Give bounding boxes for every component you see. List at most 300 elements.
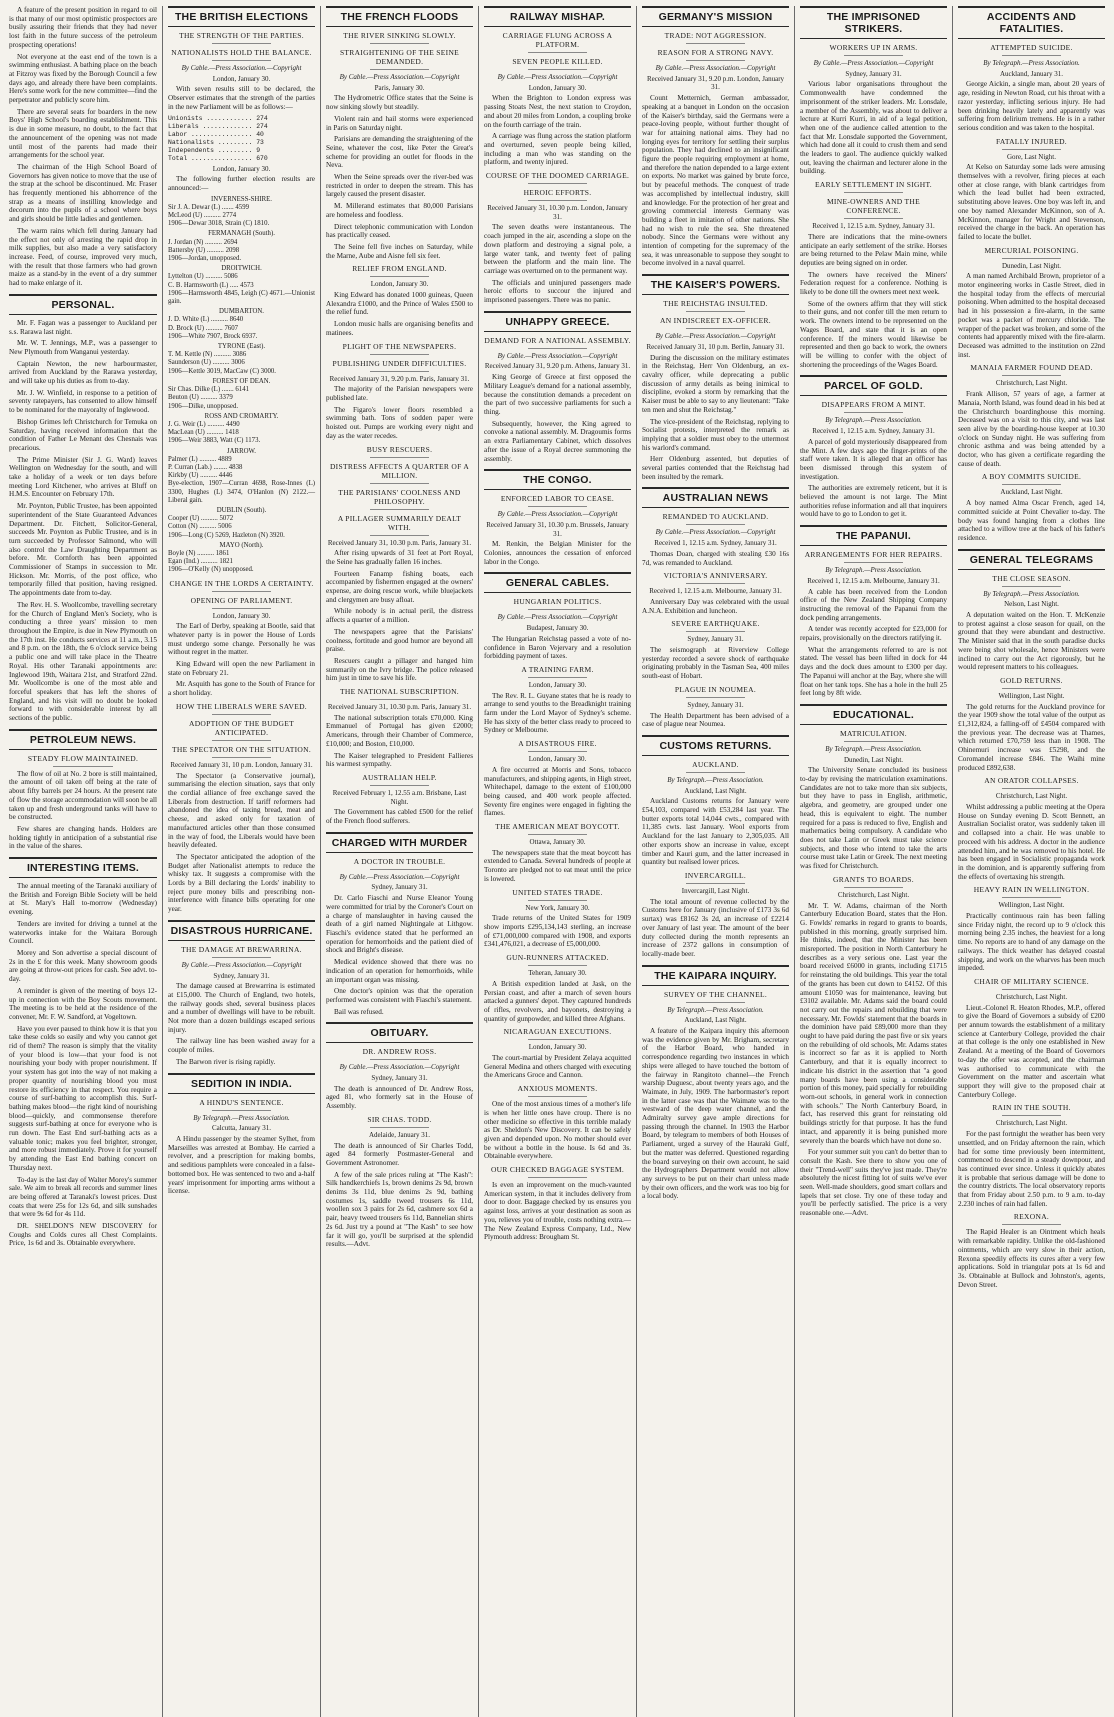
dateline: Received 1, 12.15 a.m. Sydney, January 31. [812, 427, 935, 436]
article-paragraph: Violent rain and hail storms were experienced in Paris on Saturday night. [326, 114, 473, 132]
result-line: T. M. Kettle (N) .......... 3086 [168, 351, 247, 359]
article-headline: OBITUARY. [326, 1022, 473, 1043]
divider [528, 965, 587, 966]
divider [844, 562, 903, 563]
article-paragraph: What the arrangements referred to are is not stated. The vessel has been lifted in dock for 44 days and the dock dues amount to £300 per day. The Papanui will anchor at the Bay, where she will float on her tank tops. She has a hole in the hull 25 feet long by 8ft wide. [800, 645, 947, 698]
article-paragraph: The Rev. H. S. Woollcombe, travelling secretary for the Church of England Men's Society, who is conducting a three years' mission to men throughout the Empire, is due in New Plymouth on the 17th inst. He conducts services at 11 a.m., 3.15 and 8 p.m. on the 18th, the 6 o'clock service being a public one and will take place in the Theatre Royal. His other Taranaki appointments are: Inglewood 19th, Waitara 21st, and Stratford 22nd. Mr. Woollcombe is one of the most able and forceful speakers that has left the shores of England, and his visit will no doubt be looked forward to with considerable interest by all sections of the public. [9, 600, 157, 723]
dateline: Received January 31, 10 p.m. Berlin, January 31. [646, 342, 785, 351]
article-headline: PARCEL OF GOLD. [800, 375, 947, 396]
divider [844, 412, 903, 413]
dateline: Paris, January 30. [374, 83, 425, 92]
article-paragraph: The following further election results are announced:— [168, 175, 315, 192]
article-headline: THE KAISER'S POWERS. [642, 274, 789, 295]
article-subheading: A BOY COMMITS SUICIDE. [981, 472, 1082, 482]
article-subheading: THE STRENGTH OF THE PARTIES. [179, 31, 304, 40]
wire-credit: By Telegraph.—Press Association. [667, 1005, 764, 1014]
dateline: Sydney, January 31. [845, 69, 902, 78]
column-4 [478, 6, 636, 1717]
article-paragraph: George Aickin, a single man, about 20 years of age, residing in Newton Road, cut his throat with a razor yesterday, inflicting serious injury. He had been drinking heavily lately and apparently was suffering from delirium tremens. He is in a rather serious condition and was taken to the hospital. [958, 80, 1105, 132]
article-paragraph: The vice-president of the Reichstag, replying to Socialist protests, interpreted the remark as implying that a soldier must obey to the uttermost his warlord's command. [642, 417, 789, 452]
divider [212, 757, 271, 758]
article-subheading: GOLD RETURNS. [1000, 675, 1063, 685]
article-subheading: RELIEF FROM ENGLAND. [352, 264, 447, 274]
article-subheading: ENFORCED LABOR TO CEASE. [500, 494, 615, 504]
article-headline: THE BRITISH ELECTIONS [168, 6, 315, 27]
article-paragraph: The Figaro's lower floors resembled a swimming bath. Tons of sodden paper were hoisted out. Pumps are working every night and day as the water recedes. [326, 405, 473, 440]
article-paragraph: The owners have received the Miners' Federation request for a conference. Nothing is likely to be done till the owners meet next week. [800, 270, 947, 297]
dateline: Received 1, 12.15 a.m. Sydney, January 31. [654, 539, 777, 548]
dateline: New York, January 30. [525, 903, 590, 912]
dateline: Sydney, January 31. [371, 883, 428, 892]
constituency-name: MAYO (North). [219, 541, 264, 549]
article-subheading: PLIGHT OF THE NEWSPAPERS. [342, 341, 457, 351]
divider [370, 869, 429, 870]
article-paragraph: The seismograph at Riverview College yesterday recorded a severe shock of earthquake originating probably in the Tasman Sea, 400 miles south-east of Hobart. [642, 646, 789, 681]
divider [212, 740, 271, 741]
divider [844, 55, 903, 56]
article-paragraph: Direct telephonic communication with London has practically ceased. [326, 222, 473, 240]
article-paragraph: The majority of the Parisian newspapers were published late. [326, 385, 473, 402]
result-line: C. B. Harmsworth (L) ..... 4573 [168, 281, 254, 289]
dateline: Christchurch, Last Night. [995, 792, 1068, 801]
article-subheading: INVERCARGILL. [684, 871, 747, 880]
divider [370, 785, 429, 786]
article-paragraph: While nobody is in actual peril, the distress affects a quarter of a million. [326, 607, 473, 625]
article-subheading: AUSTRALIAN HELP. [362, 772, 437, 782]
dateline: Sydney, January 31. [687, 700, 744, 709]
divider [1002, 989, 1061, 990]
wire-credit: By Cable.—Press Association.—Copyright [655, 528, 776, 537]
article-headline: EDUCATIONAL. [800, 704, 947, 725]
article-paragraph: Captain Newton, the new harbourmaster, arrived from Auckland by the Rarawa yesterday, and will take up his duties as from to-day. [9, 359, 157, 386]
result-line: Cooper (U) .......... 5072 [168, 515, 234, 523]
result-line: Lyttelton (U) .......... 5086 [168, 273, 238, 281]
article-paragraph: Morey and Son advertise a special discount of 2s in the £ for this week. Many showroom goods are going at throw-out prices for cash. See advt. to-day. [9, 948, 157, 984]
divider [528, 609, 587, 610]
wire-credit: By Telegraph.—Press Association. [193, 1113, 290, 1122]
article-subheading: WORKERS UP IN ARMS. [829, 43, 918, 52]
article-paragraph: King Edward has donated 1000 guineas, Queen Alexandra £1000, and the Prince of Wales £500 to the relief fund. [326, 291, 473, 317]
article-paragraph: There are several seats for boarders in the new Boys' High School's boarding establishment. This is due in some measure, no doubt, to the fact that the announcement of the opening was not made until most of the parents had made their arrangements for the school year. [9, 107, 157, 160]
result-line: P. Curran (Lab.) ........ 4838 [168, 463, 243, 471]
article-headline: GERMANY'S MISSION [642, 6, 789, 27]
divider [212, 608, 271, 609]
article-paragraph: Practically continuous rain has been falling since Friday night, the record up to 9 o'clock this morning being 2.35 inches, the heaviest for a long time. No reports are to hand of any damage on the railways. The thick weather has delayed coastal shipping, and work on the wharves has been much impeded. [958, 912, 1105, 973]
divider [1002, 258, 1061, 259]
article-subheading: NATIONALISTS HOLD THE BALANCE. [171, 48, 312, 57]
article-paragraph: Tenders are invited for driving a tunnel at the waterworks intake for the Waitara Borough Council. [9, 919, 157, 946]
wire-credit: By Cable.—Press Association.—Copyright [497, 510, 618, 519]
divider [686, 583, 745, 584]
article-paragraph: The Government has cabled £500 for the relief of the French flood sufferers. [326, 808, 473, 826]
article-paragraph: Trade returns of the United States for 1909 show imports £295,134,143 sterling, an increase of £71,000,000 compared with 1908, and exports £341,476,021, a decrease of £5,000,000. [484, 914, 631, 949]
result-line: Sir Chas. Dilke (L) ....... 6141 [168, 386, 249, 394]
divider [528, 751, 587, 752]
article-subheading: THE SPECTATOR ON THE SITUATION. [171, 744, 312, 754]
result-line: 1906—Dilke, unopposed. [168, 402, 239, 410]
article-paragraph: Mr. Poynton, Public Trustee, has been appointed superintendent of the State Guaranteed Advances Department. Dr. Fitchett, Solicitor-General, succeeds Mr. Poynton as Public Trustee, and is in turn succeeded by Professor Salmond, who will also control the Law Draughting Department as before. Mr. Cornforth has been appointed Commissioner of Stamps in succession to Mr. Hickson. Mr. Morris, of the post office, who temporarily filled that position, having resigned. The appointments date from to-day. [9, 502, 157, 598]
divider [370, 276, 429, 277]
article-paragraph: A parcel of gold mysteriously disappeared from the Mint. A few days ago the finger-prints of the staff were taken. It is alleged that an officer has been dismissed through this system of investigation. [800, 437, 947, 481]
result-line: 1906—Kettle 3019, MacCaw (C) 3000. [168, 367, 276, 375]
divider [370, 371, 429, 372]
wire-credit: By Telegraph.—Press Association. [825, 416, 922, 425]
result-line: Boyle (N) .......... 1861 [168, 549, 230, 557]
constituency-name: INVERNESS-SHIRE. [211, 195, 272, 203]
article-paragraph: Anniversary Day was celebrated with the usual A.N.A. Exhibition and luncheon. [642, 597, 789, 615]
divider [370, 509, 429, 510]
result-line: Battersby (U) .......... 2098 [168, 246, 240, 254]
divider [1002, 586, 1061, 587]
result-line: Beuton (U) .......... 3379 [168, 394, 233, 402]
article-subheading: MANAIA FARMER FOUND DEAD. [970, 363, 1093, 373]
constituency-name: TYRONE (East). [217, 343, 266, 351]
article-paragraph: There are indications that the mine-owners anticipate an early settlement of the strike. Horses are being returned to the Pelaw Main mine, while deputies are being signed on in order. [800, 232, 947, 267]
article-subheading: VICTORIA'S ANNIVERSARY. [663, 571, 768, 581]
article-paragraph: The Rev. R. L. Guyane states that he is ready to arrange to send youths to the Breadknight training farm under the Lord Mayor of Sydney's scheme. He has sixty of the better class ready to proceed to Sydney or Melbourne. [484, 691, 631, 735]
article-paragraph: The officials and uninjured passengers made heroic efforts to succour the injured and imprisoned passengers. There was no panic. [484, 278, 631, 305]
divider [686, 60, 745, 61]
wire-credit: By Cable.—Press Association.—Copyright [497, 351, 618, 360]
article-paragraph: The national subscription totals £70,000. King Emmanuel of Portugal has given £2000; Americans, through their Chamber of Commerce, £10,000; and Boston, £10,000. [326, 713, 473, 748]
article-paragraph: The Rapid Healer is an Ointment which heals with remarkable rapidity. Unlike the old-fashioned ointments, which are very slow in their action, Rexona speedily effects its cures after a very few applications. Sold in triangular pots at 1s 6d and 3s. Obtainable at Bullock and Johnston's, agents, Devon Street. [958, 1228, 1105, 1289]
dateline: Received 1, 12.15 a.m. Melbourne, January 31. [807, 576, 940, 585]
wire-credit: By Cable.—Press Association.—Copyright [655, 332, 776, 341]
divider [53, 766, 112, 767]
article-headline: AUSTRALIAN NEWS [642, 487, 789, 508]
article-paragraph: The seven deaths were instantaneous. The coach jumped in the air, ascending a slope on the down platform and destroying a signal pole, a large water tank, and twenty feet of paling between the platform and the main line. The carriage was overturned on to the permanent way. [484, 223, 631, 275]
divider [844, 218, 903, 219]
divider [212, 43, 271, 44]
divider [686, 524, 745, 525]
article-paragraph: The Prime Minister (Sir J. G. Ward) leaves Wellington on Wednesday for the south, and will take a holiday of a week or ten days before meeting Lord Kitchener, who arrives at Bluff on H.M.S. Encounter on February 17th. [9, 455, 157, 499]
divider [844, 192, 903, 193]
article-headline: GENERAL TELEGRAMS [958, 549, 1105, 570]
divider [528, 200, 587, 201]
dateline: Auckland, January 31. [1000, 69, 1063, 78]
dateline: Received January 31, 9.20 p.m. Paris, January 31. [329, 374, 470, 383]
divider [1002, 55, 1061, 56]
wire-credit: By Cable.—Press Association.—Copyright [339, 872, 460, 881]
result-line: J. Jordan (N) .......... 2694 [168, 238, 238, 246]
column-6 [794, 6, 952, 1717]
article-paragraph: The death is announced of Dr. Andrew Ross, aged 81, who formerly sat in the House of Assembly. [326, 1084, 473, 1111]
article-subheading: ATTEMPTED SUICIDE. [990, 43, 1073, 52]
result-line: Kirkby (U) .......... 4446 [168, 472, 233, 480]
constituency-name: DUMBARTON. [219, 308, 264, 316]
article-paragraph: The Barwon river is rising rapidly. [176, 1057, 276, 1066]
article-paragraph: The Health Department has been advised of a case of plague near Noumea. [642, 711, 789, 729]
divider [528, 52, 587, 53]
article-paragraph: To-day is the last day of Walter Morey's summer sale. We aim to break all records and summer lines are being offered at Taranaki's lowest prices. Dust coats that were 25s for 12s 6d, and silk sunshades that were 9s 6d for 4s 11d. [9, 1175, 157, 1219]
article-subheading: HUNGARIAN POLITICS. [513, 597, 602, 607]
article-headline: SEDITION IN INDIA. [168, 1073, 315, 1094]
article-paragraph: The Hydrometric Office states that the Seine is now sinking slowly but steadily. [326, 94, 473, 112]
article-paragraph: King Edward will open the new Parliament in state on February 21. [168, 660, 315, 677]
result-line: 1906—Dewar 3018, Strain (C) 1810. [168, 220, 270, 228]
article-headline: RAILWAY MISHAP. [484, 6, 631, 27]
article-headline: UNHAPPY GREECE. [484, 311, 631, 332]
dateline: Wellington, Last Night. [998, 901, 1065, 910]
article-subheading: COURSE OF THE DOOMED CARRIAGE. [485, 171, 630, 181]
article-subheading: STRAIGHTENING OF THE SEINE DEMANDED. [339, 48, 460, 66]
article-paragraph: The Spectator (a Conservative journal), summarising the election situation, says that only the cordial alliance of free exchange saved the Liberals from destruction. If tariff reformers had abandoned the idea of taxing bread, meat and cheese, and asked only for taxation of manufactured articles other than those consumed in the way of food, the Liberals would have been heavily defeated. [168, 771, 315, 850]
divider [686, 631, 745, 632]
divider [212, 60, 271, 61]
article-subheading: DEMAND FOR A NATIONAL ASSEMBLY. [484, 335, 631, 345]
wire-credit: By Cable.—Press Association.—Copyright [181, 64, 302, 72]
article-headline: THE FRENCH FLOODS [326, 6, 473, 27]
article-paragraph: A man named Archibald Brown, proprietor of a motor engineering works in Castle Street, died in the hospital today from the effects of mercurial poisoning. When admitted to the hospital deceased had in his possession a fire-alarm, in the same pocket was a packet of mercury chloride. The wrapper of the packet was broken, and some of the contents had apparently mixed with the fire-alarm. Deceased was admitted to the institution on 22nd inst. [958, 272, 1105, 359]
article-subheading: RAIN IN THE SOUTH. [992, 1103, 1071, 1113]
result-line: 1906—White 7907, Brock 6937. [168, 332, 258, 340]
divider [686, 43, 745, 44]
article-paragraph: One doctor's opinion was that the operation performed was consistent with Fiaschi's statement. [326, 987, 473, 1004]
result-line: Cotton (N) .......... 5006 [168, 523, 232, 531]
article-paragraph: Mr. W. T. Jennings, M.P., was a passenger to New Plymouth from Wanganui yesterday. [9, 339, 157, 356]
article-paragraph: At Kelso on Saturday some lads were amusing themselves with a revolver, firing pieces at each other at close range, with blank cartridges from which the lead bullet had been extracted, substituting above leaves. One boy was left in, and one boy named Alexander McKinnon, son of A. McKinnon, manager for Wright and Stevenson, received the charge in the back. An operation has failed to locate the bullet. [958, 163, 1105, 241]
divider [212, 957, 271, 958]
article-paragraph: After rising upwards of 31 feet at Port Royal, the Seine has gradually fallen 16 inches. [326, 549, 473, 566]
article-paragraph: King George of Greece at first opposed the Military League's demand for a national assembly, because the constitution demands a precedent on the part of two successive parliaments for such a thing. [484, 373, 631, 416]
dateline: Ottawa, January 30. [529, 838, 586, 847]
dateline: London, January 30. [528, 1043, 587, 1052]
wire-credit: By Telegraph.—Press Association. [825, 744, 922, 753]
dateline: Adelaide, January 31. [368, 1130, 431, 1139]
dateline: Sydney, January 31. [687, 635, 744, 644]
result-line: D. Brock (U) .......... 7607 [168, 324, 239, 332]
article-subheading: THE AMERICAN MEAT BOYCOTT. [495, 822, 620, 832]
dateline: Received January 31, 9.20 p.m. London, January 31. [646, 74, 785, 92]
article-paragraph: Mr. F. Fagan was a passenger to Auckland per s.s. Rarawa last night. [9, 318, 157, 336]
article-paragraph: Auckland Customs returns for January were £54,103, compared with £53,284 last year. The butter exports total 14,044 cwts., compared with 11,385 cwts. last January. Wool exports from Auckland for the last January to 2,305,035. All other exports show an increase in value, except timber and Kauri gum, and the latter increased in quantity but realised lower prices. [642, 797, 789, 867]
article-paragraph: The railway line has been washed away for a couple of miles. [168, 1037, 315, 1055]
divider [370, 483, 429, 484]
divider [686, 772, 745, 773]
article-subheading: MINE-OWNERS AND THE CONFERENCE. [826, 197, 921, 216]
article-paragraph: A boy named Alma Oscar French, aged 14, committed suicide at Point Chevalier to-day. The body was found hanging from a clothes line attached to a willow tree at the back of his father's residence. [958, 499, 1105, 542]
dateline: Auckland, Last Night. [684, 786, 747, 795]
article-subheading: STEADY FLOW MAINTAINED. [27, 753, 139, 763]
dateline: Received January 31, 10.30 p.m. London, January 31. [487, 204, 628, 221]
article-paragraph: Bishop Grimes left Christchurch for Temuka on Saturday, having received information that the condition of Father Le Menant des Chesnais was precarious. [9, 417, 157, 452]
divider [1002, 1115, 1061, 1116]
wire-credit: By Cable.—Press Association.—Copyright [181, 960, 302, 969]
article-paragraph: The newspapers agree that the Parisians' coolness, fortitude and good humor are beyond all praise. [326, 627, 473, 654]
article-subheading: PUBLISHING UNDER DIFFICULTIES. [332, 358, 467, 368]
article-subheading: NICARAGUAN EXECUTIONS. [503, 1027, 612, 1037]
constituency-name: DUBLIN (South). [216, 506, 267, 514]
column-3 [320, 6, 478, 1717]
article-subheading: AN INDISCREET EX-OFFICER. [660, 316, 771, 326]
article-subheading: AN ORATOR COLLAPSES. [984, 776, 1079, 786]
dateline: London, January 30. [212, 74, 271, 83]
wire-credit: By Cable.—Press Association.—Copyright [339, 73, 460, 81]
result-line: Palmer (L) .......... 4889 [168, 455, 232, 463]
dateline: London, January 30. [528, 755, 587, 764]
divider [1002, 1224, 1061, 1225]
divider [528, 834, 587, 835]
article-headline: PETROLEUM NEWS. [9, 729, 157, 750]
result-line: 1906—Jordan, unopposed. [168, 255, 242, 263]
divider [212, 714, 271, 715]
article-headline: THE PAPANUI. [800, 525, 947, 546]
article-paragraph: With seven results still to be declared, the Observer estimates that the strength of the parties in the new Parliament will be as follows:— [168, 85, 315, 111]
dateline: Wellington, Last Night. [998, 691, 1065, 700]
wire-credit: By Cable.—Press Association.—Copyright [497, 73, 618, 81]
divider [212, 591, 271, 592]
column-2 [162, 6, 320, 1717]
constituency-name: FERMANAGH (South). [208, 230, 275, 238]
dateline: Sydney, January 31. [213, 971, 270, 980]
article-paragraph: The Hungarian Reichstag passed a vote of no-confidence in Baron Vejervary and a resolution forbidding payment of taxes. [484, 634, 631, 661]
article-paragraph: Have you ever paused to think how it is that you take these colds so easily and why you cannot get rid of them? The reason is simply that the vitality of your blood is low—that your food is not nourishing your body with proper nourishment. If your system has got into the way of not making a proper quantity of nourishing blood you must restore its efficiency in that respect. You require a course of surf-bathing to accomplish this. Surf-bathing makes blood—the right kind of nourishing blood—quickly, and commonsense therefore suggests surf-bathing at once for everyone who is run down. The East End surf-bathing acts as a valuable tonic; makes you feel brighter, stronger, and more robust immediately. Prove it for yourself by attending the East End bathing concert on Thursday next. [9, 1024, 157, 1172]
dateline: Received January 31, 9.20 p.m. Athens, January 31. [484, 362, 631, 371]
article-paragraph: The chairman of the High School Board of Governors has given notice to move that the use of the strap at the school be discontinued. Mr. Fraser has frequently mentioned his abhorrence of the strap as a means of instilling knowledge and decorum into the pupils of a school where boys and girls should be little ladies and gentlemen. [9, 162, 157, 224]
article-paragraph: For the past fortnight the weather has been very unsettled, and on Friday afternoon the rain, which had for some time previously been intermittent, commenced to descend in a steady downpour, and has continued ever since. Unless it quickly abates it is probable that serious damage will be done to the country districts. The local observatory reports that from Friday about 2.50 p.m. to 9 a.m. to-day 2.230 inches of rain had fallen. [958, 1130, 1105, 1208]
article-paragraph: A few of the sale prices ruling at "The Kash": Silk handkerchiefs 1s, brown denims 2s 9d, brown denims 3s 11d, blue denims 2s 9d, bathing costumes 1s, saddle tweed trousers 6s 11d, woollen sox 3 pairs for 2s 6d, cashmere sox 6d a pair, heavy tweed trousers 6s 11d, Bannelian shirts 2s 6d. Just try a pound at "The Kash" to see how far it will go, you'll be surprised at the splendid results.—Advt. [326, 1170, 473, 1249]
article-paragraph: Rescuers caught a pillager and hanged him summarily on the Ivry bridge. The police released him just in time to save his life. [326, 656, 473, 683]
article-headline: THE IMPRISONED STRIKERS. [800, 6, 947, 39]
wire-credit: By Cable.—Press Association.—Copyright [655, 64, 776, 72]
article-subheading: SURVEY OF THE CHANNEL. [663, 989, 768, 999]
article-headline: INTERESTING ITEMS. [9, 857, 157, 878]
article-headline: GENERAL CABLES. [484, 572, 631, 593]
article-paragraph: Various labor organisations throughout the Commonwealth have condemned the imprisonment of the striker leaders. Mr. Lonsdale, a member of the Assembly, was about to deliver a lecture at Kurri Kurri, in aid of a legal petition, when one of the audience called attention to the fact that Mr. Lonsdale supported the Government, which had done all it could to crush them and send the leaders to gaol. The audience quickly walked out, leaving the chairman and lecturer alone in the building. [800, 80, 947, 176]
article-paragraph: A feature of the present position in regard to oil is that many of our most optimistic prospectors are busily assuring their friends that they had never lost faith in the future success of the petroleum prospecting operations! [9, 6, 157, 49]
divider [1002, 484, 1061, 485]
article-subheading: BUSY RESCUERS. [366, 444, 433, 454]
article-subheading: EARLY SETTLEMENT IN SIGHT. [815, 180, 932, 190]
article-paragraph: The total amount of revenue collected by the Customs here for January (inclusive of £173 3s 6d surtax) was £8162 3s 2d, an increase of £2214 over January of last year. The amount of the beer duty collected during the month represents an increase of 2372 gallons in consumption of locally-made beer. [642, 897, 789, 958]
article-subheading: GRANTS TO BOARDS. [833, 874, 914, 884]
dateline: Received January 31, 10.30 p.m. Paris, January 31. [327, 703, 472, 712]
article-paragraph: M. Renkin, the Belgian Minister for the Colonies, announces the cessation of enforced labor in the Congo. [484, 540, 631, 566]
article-subheading: DISAPPEARS FROM A MINT. [821, 400, 926, 410]
wire-credit: By Telegraph.—Press Association. [983, 59, 1080, 67]
dateline: Received January 31, 10.30 p.m. Brussels, January 31. [486, 520, 629, 538]
article-paragraph: Medical evidence showed that there was no indication of an operation for hemorrhoids, while an important organ was missing. [326, 958, 473, 984]
article-paragraph: The Spectator anticipated the adoption of the Budget after Nationalist attempts to reduce the whisky tax. It suggests a compromise with the Lords by a Bill declaring the Lords' inability to reject pure money bills and prescribing non-interference with finance bills operating for one year. [168, 852, 315, 914]
divider [528, 183, 587, 184]
article-paragraph: During the discussion on the military estimates in the Reichstag, Herr Von Oldenburg, an ex-cavalry officer, while deprecating a public discussion of army details as being inimical to discipline, evoked a storm by remarking that the Kaiser must be able to say to any lieutenant: "Take ten men and shut the Reichstag." [642, 353, 789, 414]
article-subheading: REASON FOR A STRONG NAVY. [657, 48, 774, 57]
article-subheading: HEAVY RAIN IN WELLINGTON. [973, 885, 1090, 895]
article-paragraph: The annual meeting of the Taranaki auxiliary of the British and Foreign Bible Society will be held at St. Mary's Hall to-morrow (Wednesday) evening. [9, 882, 157, 917]
article-paragraph: The Seine fell five inches on Saturday, while the Marne, Aube and Aisne fell six feet. [326, 242, 473, 260]
article-paragraph: Count Metternich, German ambassador, speaking at a banquet in London on the occasion of the Kaiser's birthday, said the Germans were a peace-loving people, without further thought of war for attaining national aims. They had no longing eyes for territory for settling their surplus population. They had declined to an insignificant figure the people requiring employment at home, and therefore the nation depended to a large extent on exports. No market was gained by brute force, but by peaceful methods. The conquest of trade was accomplished by intellectual industry, skill and knowledge. For the protection of her great and growing commercial interests Germany was building a fleet in imitation of other nations. She had no wish to rule the sea. She threatened nobody. Since the Germans were without any intention of competing for the supremacy of the sea, it was unreasonable to suppose they sought to become involved in a naval quarrel. [642, 94, 789, 268]
constituency-name: DROITWICH. [221, 265, 262, 273]
article-paragraph: The court-martial by President Zelaya acquitted General Medina and others charged with executing the Americans Groce and Cannon. [484, 1054, 631, 1080]
article-subheading: ARRANGEMENTS FOR HER REPAIRS. [804, 550, 943, 560]
article-paragraph: For your summer suit you can't do better than to consult the Kash. See there to show you one of their "Trend-well" suits they've just made. They're absolutely the nicest fitting lot of suits we've ever seen. Well-made shoulders, good smart collars and lapels that set close. Try one of these today and you'll be perfectly satisfied. The price is a very reasonable one.—Advt. [800, 1148, 947, 1218]
article-subheading: A DISASTROUS FIRE. [518, 739, 597, 749]
article-paragraph: DR. SHELDON'S NEW DISCOVERY for Coughs and Colds cures all Chest Complaints. Price, 1s 6d and 3s. Obtainable everywhere. [9, 1222, 157, 1248]
divider [686, 1002, 745, 1003]
dateline: Christchurch, Last Night. [995, 992, 1068, 1001]
article-subheading: A PILLAGER SUMMARILY DEALT WITH. [337, 513, 462, 532]
divider [370, 535, 429, 536]
divider [370, 1059, 429, 1060]
article-paragraph: A Hindu passenger by the steamer Sylhet, from Marseilles was arrested at Bombay. He carried a revolver, and a prescription for making bombs, and seditious pamphlets were concealed in a false-bottomed box. He was sentenced to two and a-half years' imprisonment for importing arms without a license. [168, 1134, 315, 1196]
dateline: London, January 30. [212, 611, 271, 620]
article-paragraph: A British expedition landed at Jask, on the Persian coast, and after a march of seven hours attacked a gunners' depot. They captured hundreds of rifles, revolvers, and bayonets, destroying a quantity of gunpowder, and killed three Afghans. [484, 979, 631, 1023]
dateline: Christchurch, Last Night. [995, 379, 1068, 388]
article-subheading: THE RIVER SINKING SLOWLY. [343, 31, 456, 40]
article-paragraph: Some of the owners affirm that they will stick to their guns, and not confer till the men return to work. The owners intend to be represented on the Wages Board, and state that it is an open conference. If the miners would likewise be represented and then go back to work, the owners will be willing to confer with the object of shortening the proceedings of the Wages Board. [800, 299, 947, 369]
article-paragraph: Bail was refused. [334, 1007, 384, 1016]
divider [844, 887, 903, 888]
wire-credit: By Telegraph.—Press Association. [667, 775, 764, 784]
result-line: Egan (Ind.) .......... 1821 [168, 558, 233, 566]
article-paragraph: When the Brighton to London express was passing Stoats Nest, the next station to Croydon, and about 20 miles from London, a coupling broke on the fourth carriage of the train. [484, 94, 631, 129]
dateline: Gore, Last Night. [1007, 152, 1056, 161]
article-paragraph: Frank Allison, 57 years of age, a farmer at Manaia, North Island, was found dead in his bed at the Christchurch boardinghouse this morning. Deceased was on a visit to this city, and was last seen alive by the boarding-house keeper at 10.30 o'clock on Sunday night. He was suffering from chronic asthma and was being attended by a doctor, who has given a certificate regarding the cause of death. [958, 390, 1105, 468]
article-headline: CHARGED WITH MURDER [326, 832, 473, 853]
article-paragraph: The flow of oil at No. 2 bore is still maintained, the amount of oil taken off being at the rate of about fifty barrels per 24 hours. At the present rate of flow the storage accommodation will soon be all taken up and fresh underground tanks will have to be constructed. [9, 769, 157, 822]
article-subheading: DISTRESS AFFECTS A QUARTER OF A MILLION. [329, 461, 470, 480]
article-subheading: MERCURIAL POISONING. [984, 245, 1079, 255]
article-headline: CUSTOMS RETURNS. [642, 735, 789, 756]
article-subheading: OUR CHECKED BAGGAGE SYSTEM. [490, 1165, 625, 1175]
divider [528, 677, 587, 678]
article-paragraph: A carriage was flung across the station platform and overturned, seven people being killed, including a man who was standing on the platform, and twenty injured. [484, 132, 631, 167]
article-paragraph: The death is announced of Sir Charles Todd, aged 84 formerly Postmaster-General and Government Astronomer. [326, 1141, 473, 1167]
constituency-name: FOREST OF DEAN. [212, 377, 271, 385]
dateline: Dunedin, Last Night. [843, 755, 904, 764]
divider [370, 69, 429, 70]
article-paragraph: Dr. Carlo Fiaschi and Nurse Eleanor Young were committed for trial by the Coroner's Court on a charge of manslaughter in having caused the death of a girl named Nightingale at Lithgow. Fiaschi's evidence stated that he performed an operation for hemorrhoids and the patient died of shock and Bright's disease. [326, 894, 473, 955]
divider [686, 311, 745, 312]
article-subheading: HOW THE LIBERALS WERE SAVED. [176, 701, 307, 711]
article-subheading: THE CLOSE SEASON. [992, 573, 1071, 583]
article-paragraph: Whilst addressing a public meeting at the Opera House on Sunday evening D. Scott Bennett, an Australian Socialist orator, was suddenly taken ill and collapsed into a chair. He was unable to proceed with his address. A doctor in the audience attended him, and he was removed to his hotel. He has been engaged in Socialistic propaganda work in the dominion, and is apparently suffering from the effects of overtaxing his strength. [958, 803, 1105, 881]
article-paragraph: Fourteen Fanamp fishing boats, each accompanied by fishermen engaged at the owners' expense, are doing rescue work, while bluejackets and clergymen are busy afloat. [326, 569, 473, 604]
dateline: Teheran, January 30. [528, 969, 587, 978]
article-paragraph: The Earl of Derby, speaking at Bootle, said that whatever party is in power the House of Lords must undergo some change. Personally he was without regret in the matter. [168, 622, 315, 657]
article-subheading: CHAIR OF MILITARY SCIENCE. [974, 976, 1089, 986]
divider [528, 1039, 587, 1040]
article-subheading: REMANDED TO AUCKLAND. [662, 512, 769, 522]
divider [370, 354, 429, 355]
article-subheading: THE NATIONAL SUBSCRIPTION. [340, 687, 459, 697]
article-paragraph: Thomas Doan, charged with stealing £30 16s 7d, was remanded to Auckland. [642, 549, 789, 567]
dateline: Received January 31, 10 p.m. London, January 31. [170, 760, 313, 769]
dateline: Auckland, Last Night. [1000, 488, 1063, 497]
article-subheading: ANXIOUS MOMENTS. [517, 1084, 598, 1094]
article-subheading: SIR CHAS. TODD. [367, 1114, 432, 1124]
article-subheading: CARRIAGE FLUNG ACROSS A PLATFORM. [502, 31, 613, 49]
article-paragraph: One of the most anxious times of a mother's life is when her little ones have croup. There is no other medicine so effective in this terrible malady as Dr. Sheldon's New Discovery. It can be safely given and depended upon. No mother should ever be without a bottle in the house. Is 6d and 3s. Obtainable everywhere. [484, 1100, 631, 1161]
dateline: Auckland, Last Night. [684, 1016, 747, 1025]
dateline: Received January 31, 10.30 p.m. Paris, January 31. [327, 538, 472, 547]
column-7 [952, 6, 1110, 1717]
article-paragraph: The damage caused at Brewarrina is estimated at £15,000. The Church of England, two hotels, the railway goods shed, several business places and a number of dwellings will have to be rebuilt. Not more than a dozen buildings escaped serious injury. [168, 982, 315, 1034]
result-line: J. D. White (L) .......... 8640 [168, 316, 244, 324]
result-line: Saunderson (U) .......... 3006 [168, 359, 245, 367]
result-line: J. G. Weir (L) .......... 4490 [168, 420, 240, 428]
article-paragraph: Mr. T. W. Adams, chairman of the North Canterbury Education Board, states that the Hon. G. Fowlds' remarks in regard to grants to boards, published in this morning, greatly surprised him. He thinks, indeed, that the Minister has been misreported. The position in North Canterbury he describes as a very serious one. Last year the board received £6000 in grants, including £1715 for reinstating the old buildings. This year the total of the grants has been cut down to £4152. Of this amount £1050 was for maintenance, leaving but £3102 available. Mr. Adams said the board could not carry out the repairs and rebuilding that were necessary. Mr. Fowlds' statement that the boards in the dominion have paid £89,000 more than they ought to have paid during the past five or six years on the rebuilding of old schools, Mr. Adams states is incorrect so far as it is applied to North Canterbury, and that it is equally incorrect to indicate his district in the assertion that "a good many boards have been using a considerable portion of this money, paid specially for rebuilding worn-out schools, in general work in connection with schools." The North Canterbury Board, in fact, has reserved this grant for reinstating old buildings strictly for that purpose. It has the fund intact, and apparently it is being punished more severely than the boards which have not done so. [800, 901, 947, 1145]
article-subheading: A HINDU'S SENTENCE. [199, 1097, 284, 1107]
dateline: Received 1, 12.15 a.m. Sydney, January 31. [812, 222, 935, 231]
dateline: Calcutta, January 31. [211, 1124, 272, 1133]
article-headline: PERSONAL. [9, 294, 157, 315]
result-line: 1906—Harmsworth 4845, Leigh (C) 4671.—Unionist gain. [168, 289, 315, 306]
dateline: Received February 1, 12.55 a.m. Brisbane, Last Night. [332, 788, 467, 806]
article-subheading: A DOCTOR IN TROUBLE. [353, 856, 446, 866]
article-paragraph: The warm rains which fell during January had the effect not only of arresting the rapid drop in milk supplies, but also made a very satisfactory increase. Feed, of course, improved very much, with the result that those farmers who had grown maize as a stand-by in the event of a dry summer had to make enlarge of it. [9, 226, 157, 288]
article-paragraph: Subsequently, however, the King agreed to convoke a national assembly. M. Dragoumis forms an extra Parliamentary Cabinet, which dissolves after the issue of a Royal decree summoning the assembly. [484, 419, 631, 463]
